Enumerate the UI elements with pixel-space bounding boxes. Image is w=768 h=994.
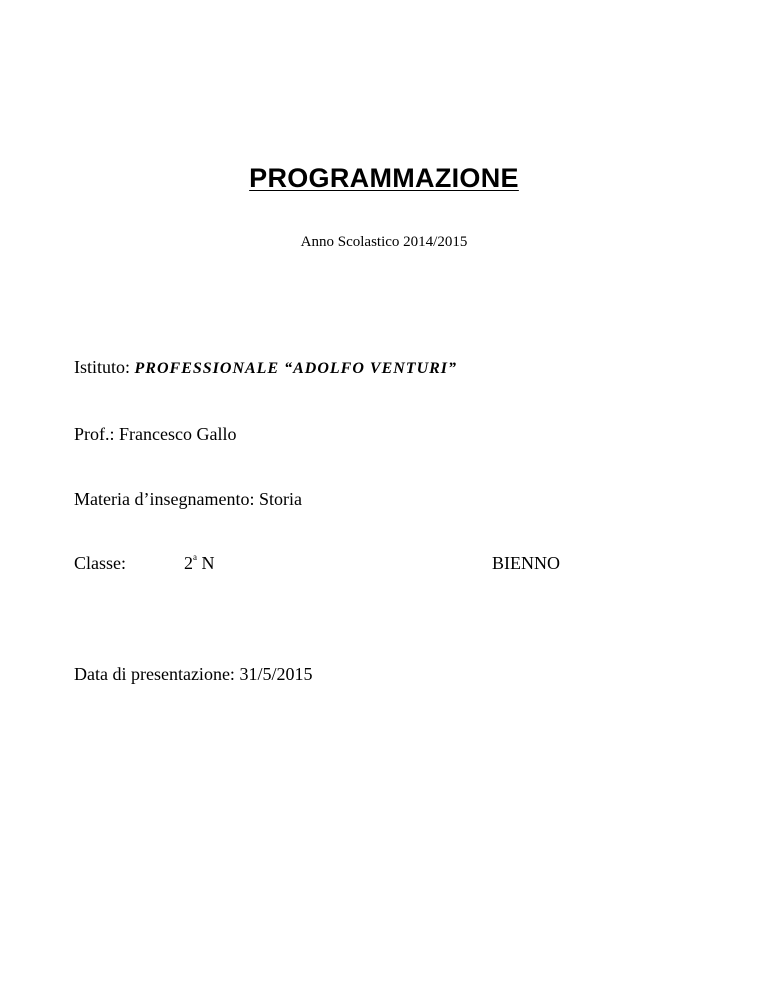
- istituto-line: [74, 355, 457, 381]
- class-value: [184, 551, 215, 575]
- istituto-label: Istituto:: [74, 357, 131, 377]
- class-label: Classe:: [74, 553, 126, 573]
- subject-line: [74, 487, 302, 511]
- professor-line: [74, 422, 236, 446]
- istituto-value: PROFESSIONALE “ADOLFO VENTURI”: [134, 360, 458, 377]
- school-year: Anno Scolastico 2014/2015: [300, 234, 468, 250]
- subject-value: Storia: [258, 489, 302, 509]
- presentation-date-value: 31/5/2015: [239, 664, 313, 684]
- class-section: N: [201, 553, 215, 573]
- class-number: 2: [184, 553, 193, 573]
- professor-label: Prof.:: [74, 424, 115, 444]
- document-title: PROGRAMMAZIONE: [249, 163, 519, 193]
- class-level: BIENNO: [492, 553, 560, 573]
- class-ordinal: a: [193, 552, 197, 562]
- presentation-date-line: [74, 662, 312, 686]
- professor-name: Francesco Gallo: [119, 424, 237, 444]
- subject-label: Materia d’insegnamento:: [74, 489, 255, 509]
- presentation-date-label: Data di presentazione:: [74, 664, 235, 684]
